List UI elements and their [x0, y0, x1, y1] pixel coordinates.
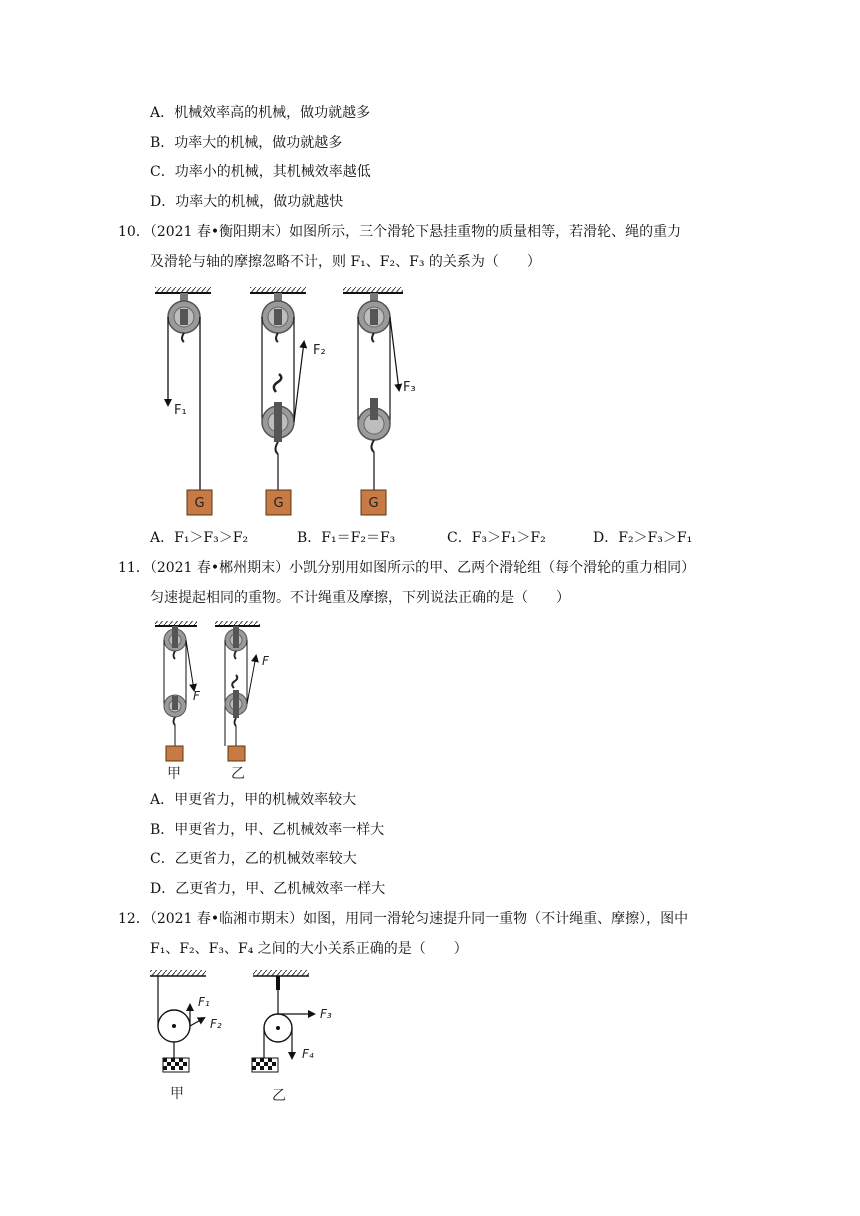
q10-fig2-force: F₂ [313, 343, 326, 358]
q11-option-c: C．乙更省力，乙的机械效率较大 [150, 851, 357, 867]
q11-fig-b-label: 乙 [231, 766, 245, 782]
q9-option-a: A．机械效率高的机械，做功就越多 [150, 105, 371, 121]
q12-stem-line1: 12．（2021 春•临湘市期末）如图，用同一滑轮匀速提升同一重物（不计绳重、摩擦），图中 [118, 911, 689, 927]
q11-fig-b-force: F [262, 654, 269, 668]
q9-option-d: D．功率大的机械，做功就越快 [150, 194, 344, 210]
q11-figure-pulley-groups [150, 618, 280, 783]
q12-fig-b-checker-weight [252, 1058, 278, 1072]
q10-fig1-weight: G [194, 496, 205, 511]
q10-fig2-weight: G [273, 496, 284, 511]
q11-fig-a-label: 甲 [167, 766, 181, 782]
q12-fig-a-checker-weight [163, 1058, 189, 1072]
q10-figure-pulleys [150, 284, 420, 520]
q12-fig-a-f1: F₁ [198, 995, 210, 1009]
q10-option-d: D．F₂＞F₃＞F₁ [593, 530, 693, 546]
q9-option-c: C．功率小的机械，其机械效率越低 [150, 164, 371, 180]
q12-fig-b-f3: F₃ [320, 1007, 332, 1021]
q10-fig3-force: F₃ [403, 380, 416, 395]
q10-stem-line2: 及滑轮与轴的摩擦忽略不计，则 F₁、F₂、F₃ 的关系为（ ） [150, 254, 541, 270]
q12-fig-a-label: 甲 [170, 1086, 184, 1102]
q12-fig-a-f2: F₂ [210, 1017, 222, 1031]
q10-stem-line1: 10．（2021 春•衡阳期末）如图所示，三个滑轮下悬挂重物的质量相等，若滑轮、绳的重力 [118, 224, 682, 240]
q10-option-b: B．F₁＝F₂＝F₃ [297, 530, 396, 546]
q10-option-c: C．F₃＞F₁＞F₂ [447, 530, 546, 546]
q10-option-a: A．F₁＞F₃＞F₂ [150, 530, 249, 546]
q11-option-d: D．乙更省力，甲、乙机械效率一样大 [150, 881, 386, 897]
q11-fig-a-force: F [193, 689, 200, 703]
q11-option-b: B．甲更省力，甲、乙机械效率一样大 [150, 822, 385, 838]
q10-fig1-force: F₁ [174, 403, 187, 418]
q11-stem-line1: 11．（2021 春•郴州期末）小凯分别用如图所示的甲、乙两个滑轮组（每个滑轮的重力相同） [118, 560, 696, 576]
q10-fig3-weight: G [368, 496, 379, 511]
q9-option-b: B．功率大的机械，做功就越多 [150, 135, 343, 151]
q12-fig-b-f4: F₄ [302, 1047, 314, 1061]
q12-figure-pulleys [145, 966, 345, 1106]
q12-fig-b-label: 乙 [272, 1088, 286, 1104]
q11-option-a: A．甲更省力，甲的机械效率较大 [150, 792, 357, 808]
q12-stem-line2: F₁、F₂、F₃、F₄ 之间的大小关系正确的是（ ） [150, 941, 468, 957]
q11-stem-line2: 匀速提起相同的重物。不计绳重及摩擦，下列说法正确的是（ ） [150, 590, 570, 606]
